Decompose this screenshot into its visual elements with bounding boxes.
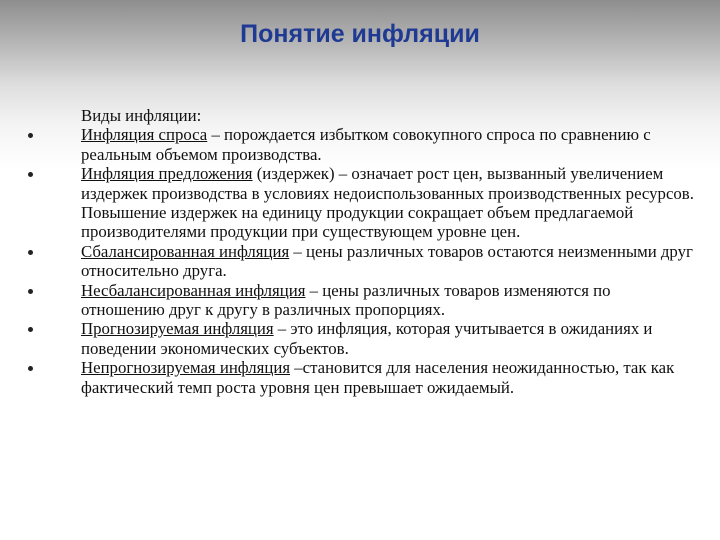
item-text: (издержек) – означает рост цен, вызванный увеличением издержек производства в условиях недоиспользованных производственных ресурсов. Повышение издержек на единицу продукции сокращает объем предлагаемой производителями продукции при существующем уровне цен. bbox=[81, 164, 694, 242]
item-term: Несбалансированная инфляция bbox=[81, 280, 306, 300]
list-item bbox=[28, 164, 698, 242]
bullet-icon bbox=[28, 172, 33, 177]
slide-title: Понятие инфляции bbox=[240, 20, 480, 48]
bullet-icon bbox=[28, 250, 33, 255]
list-item bbox=[28, 319, 698, 358]
bullet-icon bbox=[28, 366, 33, 371]
item-term: Инфляция предложения bbox=[81, 164, 253, 184]
item-term: Инфляция спроса bbox=[81, 125, 208, 145]
item-text: – порождается избытком совокупного спроса по сравнению с реальным объемом производства. bbox=[81, 125, 651, 164]
bullet-icon bbox=[28, 327, 33, 332]
list-item bbox=[28, 242, 698, 281]
bullet-icon bbox=[28, 289, 33, 294]
item-text: – цены различных товаров остаются неизменными друг относительно друга. bbox=[81, 241, 693, 281]
item-term: Непрогнозируемая инфляция bbox=[81, 358, 291, 378]
list-item bbox=[28, 281, 698, 320]
list-item bbox=[28, 125, 698, 164]
item-text: – цены различных товаров изменяются по отношению друг к другу в различных пропорциях. bbox=[81, 280, 611, 320]
bullet-icon bbox=[28, 133, 33, 138]
subtitle: Виды инфляции: bbox=[81, 106, 202, 125]
item-term: Прогнозируемая инфляция bbox=[81, 319, 274, 339]
item-text: – это инфляция, которая учитывается в ожиданиях и поведении экономических субъектов. bbox=[81, 319, 653, 358]
slide-content bbox=[28, 106, 698, 397]
item-text: –становится для населения неожиданностью, так как фактический темп роста уровня цен превышает ожидаемый. bbox=[81, 358, 675, 397]
item-term: Сбалансированная инфляция bbox=[81, 241, 290, 261]
list-item bbox=[28, 358, 698, 397]
